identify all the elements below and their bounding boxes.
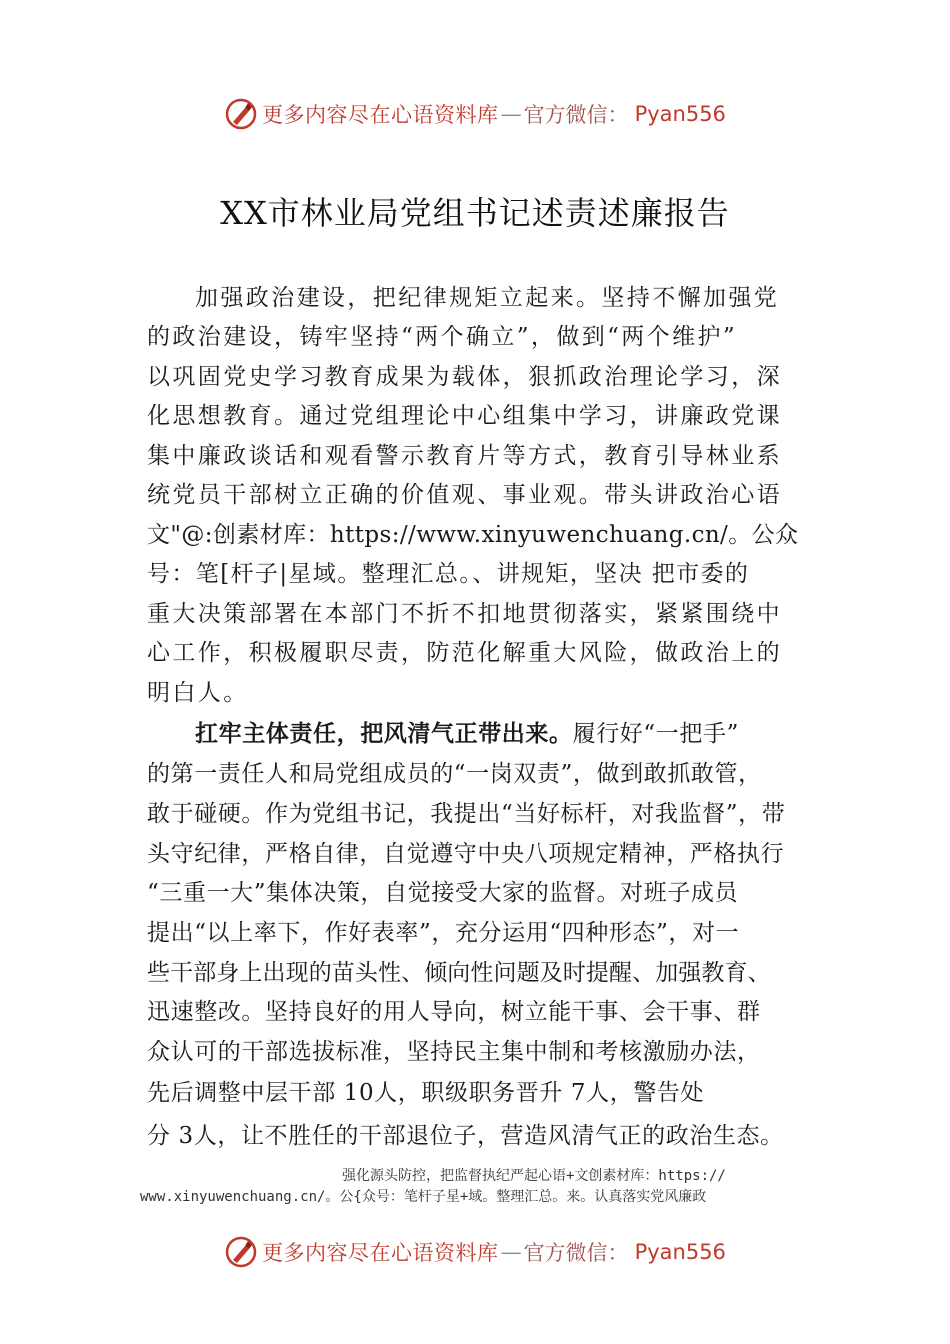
text-line: 的第一责任人和局党组成员的“一岗双责”，做到敢抓敢管， — [147, 761, 762, 787]
text-line: 心工作，积极履职尽责，防范化解重大风险，做政治上的 — [147, 640, 782, 666]
text-line: 以巩固党史学习教育成果为载体，狠抓政治理论学习，深 — [147, 364, 782, 390]
banner-separator: — — [500, 1240, 522, 1264]
text-line: 化思想教育。通过党组理论中心组集中学习，讲廉政党课 — [147, 403, 782, 429]
text-line: 的政治建设，铸牢坚持“两个确立”，做到“两个维护” — [147, 324, 738, 350]
text-line: 提出“以上率下，作好表率”，充分运用“四种形态”，对一 — [147, 920, 740, 946]
text-line: 些干部身上出现的苗头性、倾向性问题及时提醒、加强教育、 — [147, 960, 771, 986]
text-line: 众认可的干部选拔标准，坚持民主集中制和考核激励办法， — [147, 1039, 761, 1065]
pen-logo-icon — [224, 1235, 258, 1269]
banner-wechat-label: 官方微信： — [523, 1241, 629, 1265]
text-line: “三重一大”集体决策，自觉接受大家的监督。对班子成员 — [147, 880, 739, 906]
text-line: 统党员干部树立正确的价值观、事业观。带头讲政治心语 — [147, 482, 782, 508]
text-line: 重大决策部署在本部门不折不扣地贯彻落实，紧紧围绕中 — [147, 601, 782, 627]
text-line — [195, 719, 739, 749]
text-line: 头守纪律，严格自律，自觉遵守中央八项规定精神，严格执行 — [147, 841, 785, 867]
footnote-line: www.xinyuwenchuang.cn/。公{众号：笔杆子星+域。整理汇总。来。认真落实党风廉政 — [140, 1189, 707, 1205]
text-line: 先后调整中层干部 10人，职级职务晋升 7人，警告处 — [147, 1080, 705, 1106]
paragraph-heading: 扛牢主体责任，把风清气正带出来。 — [195, 720, 573, 747]
text-line: 迅速整改。坚持良好的用人导向，树立能干事、会干事、群 — [147, 999, 761, 1025]
document-title: XX市林业局党组书记述责述廉报告 — [220, 194, 730, 232]
paragraph-heading-rest: 履行好“一把手” — [572, 721, 739, 747]
banner-separator: — — [500, 102, 522, 126]
text-line: 明白人。 — [147, 680, 249, 706]
footnote-line: 强化源头防控，把监督执纪严起心语+文创素材库：https:// — [342, 1168, 726, 1184]
footer-banner — [0, 1230, 950, 1274]
banner-text: 更多内容尽在心语资料库 — [262, 103, 499, 127]
pen-logo-icon — [224, 97, 258, 131]
banner-wechat-label: 官方微信： — [523, 103, 629, 127]
banner-text: 更多内容尽在心语资料库 — [262, 1241, 499, 1265]
text-line: 集中廉政谈话和观看警示教育片等方式，教育引导林业系 — [147, 443, 782, 469]
text-line: 号：笔[杆子|星域。整理汇总。、讲规矩，坚决 把市委的 — [147, 561, 750, 587]
banner-wechat-id: Pyan556 — [634, 1240, 726, 1264]
banner-wechat-id: Pyan556 — [634, 102, 726, 126]
text-line: 加强政治建设，把纪律规矩立起来。坚持不懈加强党 — [195, 285, 780, 311]
text-line: 文"@:创素材库：https://www.xinyuwenchuang.cn/。公众 — [147, 522, 799, 548]
header-banner — [0, 92, 950, 136]
text-line: 分 3人，让不胜任的干部退位子，营造风清气正的政治生态。 — [147, 1123, 784, 1149]
text-line: 敢于碰硬。作为党组书记，我提出“当好标杆，对我监督”，带 — [147, 801, 786, 827]
